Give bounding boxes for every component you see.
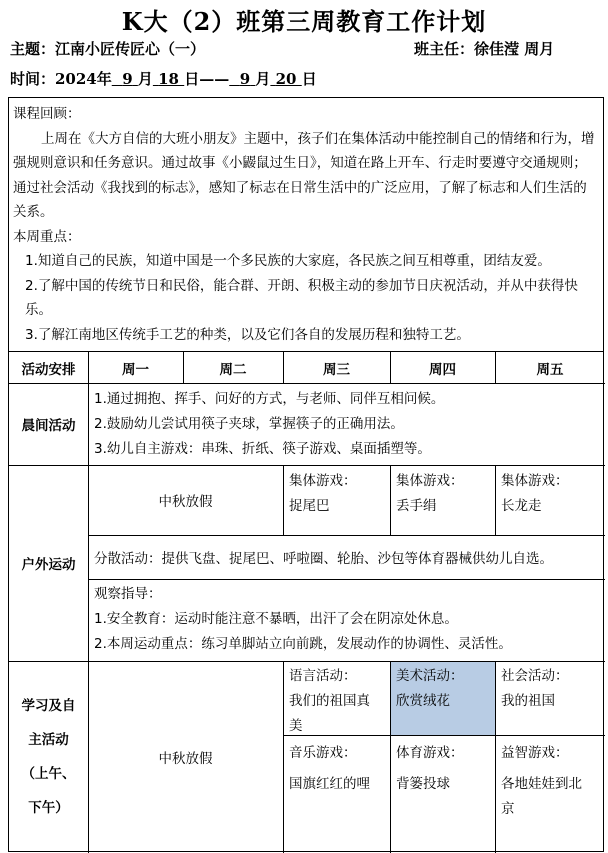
- outdoor-game-wed-head: 集体游戏：: [289, 473, 357, 489]
- review-section: [9, 98, 603, 352]
- time-day-start: 18: [158, 70, 179, 88]
- study-thu-am-line-1: 欣赏绒花: [396, 693, 450, 709]
- study-fri-am-line-1: 我的祖国: [501, 693, 555, 709]
- time-month-end: 9: [239, 70, 251, 88]
- schedule-header: 活动安排: [21, 361, 76, 378]
- review-paragraph: 上周在《大方自信的大班小朋友》主题中，孩子们在集体活动中能控制自己的情绪和行为，增强规则意识和任务意识。通过故事《小鼹鼠过生日》，知道在路上开车、行走时要遵守交通规则；通过社会活动《我找到的标志》，感知了标志在日常生活中的广泛应用，了解了标志和人们生活的关系。: [13, 130, 595, 220]
- grid-line: [9, 465, 605, 466]
- study-thu-pm: [390, 735, 495, 853]
- time-day-suffix-2: 日: [301, 70, 317, 88]
- observe-heading: 观察指导：: [94, 586, 162, 602]
- study-wed-am-line-2: 美: [289, 718, 303, 734]
- grid-line: [88, 535, 605, 536]
- review-heading: 课程回顾：: [13, 106, 81, 122]
- day-wednesday: 周三: [323, 361, 350, 378]
- study-thu-am: [390, 661, 495, 735]
- study-thu-am-head: 美术活动：: [396, 668, 464, 684]
- study-wed-am-line-1: 我们的祖国真: [289, 693, 370, 709]
- focus-item-1: 1.知道自己的民族，知道中国是一个多民族的大家庭，各民族之间互相尊重，团结友爱。: [25, 253, 551, 269]
- morning-item-3: 3.幼儿自主游戏：串珠、折纸、筷子游戏、桌面插塑等。: [94, 441, 431, 457]
- study-label-line-1: 学习及自: [21, 698, 76, 714]
- study-thu-pm-line-1: 背篓投球: [396, 776, 450, 792]
- study-fri-pm-line-2: 京: [501, 801, 515, 817]
- morning-item-2: 2.鼓励幼儿尝试用筷子夹球，掌握筷子的正确用法。: [94, 416, 404, 432]
- study-label-line-3: （上午、: [21, 766, 76, 782]
- grid-line: [283, 465, 284, 535]
- study-wed-am: [283, 661, 390, 735]
- grid-line: [495, 465, 496, 535]
- time-day-suffix: 日——: [184, 70, 230, 88]
- grid-line: [495, 352, 496, 383]
- study-label: [9, 661, 88, 853]
- grid-line: [283, 661, 284, 853]
- page-title: K大（2）班第三周教育工作计划: [121, 7, 487, 36]
- grid-line: [9, 661, 605, 662]
- study-label-line-2: 主活动: [28, 732, 69, 748]
- morning-item-1: 1.通过拥抱、挥手、问好的方式，与老师、同伴互相问候。: [94, 391, 445, 407]
- study-fri-am: [495, 661, 605, 735]
- day-monday: 周一: [122, 361, 149, 378]
- plan-table: [8, 97, 604, 852]
- time-line: [10, 68, 317, 89]
- study-wed-am-head: 语言活动：: [289, 668, 357, 684]
- day-friday: 周五: [536, 361, 564, 378]
- grid-line: [183, 352, 184, 383]
- focus-item-3: 3.了解江南地区传统手工艺的种类，以及它们各自的发展历程和独特工艺。: [25, 326, 470, 343]
- focus-item-2: 2.了解中国的传统节日和民俗，能合群、开朗、积极主动的参加节日庆祝活动，并从中获得快乐。: [25, 277, 578, 318]
- grid-line: [390, 352, 391, 383]
- study-fri-pm-head: 益智游戏：: [501, 745, 569, 761]
- focus-heading: 本周重点：: [13, 228, 81, 245]
- study-fri-pm-line-1: 各地娃娃到北: [501, 776, 582, 792]
- grid-line: [283, 735, 605, 736]
- grid-line: [88, 352, 89, 853]
- morning-items: [88, 387, 603, 462]
- outdoor-game-fri-name: 长龙走: [501, 498, 542, 514]
- outdoor-game-fri: [495, 469, 605, 519]
- study-thu-pm-head: 体育游戏：: [396, 745, 464, 761]
- morning-label: 晨间活动: [21, 418, 76, 434]
- day-tuesday: 周二: [219, 361, 247, 378]
- study-wed-pm-head: 音乐游戏：: [289, 745, 357, 761]
- observe-item-2: 2.本周运动重点：练习单脚站立向前跳，发展动作的协调性、灵活性。: [94, 636, 512, 652]
- outdoor-label: 户外运动: [21, 557, 76, 573]
- day-thursday: 周四: [429, 361, 456, 378]
- outdoor-game-fri-head: 集体游戏：: [501, 473, 569, 489]
- time-month-suffix: 月: [137, 70, 153, 88]
- outdoor-game-thu-name: 丢手绢: [396, 498, 437, 514]
- grid-line: [88, 579, 605, 580]
- time-day-end: 20: [275, 70, 297, 88]
- time-month-suffix-2: 月: [255, 70, 271, 88]
- outdoor-game-thu-head: 集体游戏：: [396, 473, 464, 489]
- time-prefix: 时间：2024年: [10, 70, 112, 88]
- study-wed-pm: [283, 735, 390, 853]
- study-label-line-4: 下午）: [28, 800, 69, 816]
- time-month-start: 9: [122, 70, 133, 88]
- study-fri-am-head: 社会活动：: [501, 668, 569, 684]
- outdoor-game-thu: [390, 469, 495, 519]
- study-holiday: 中秋放假: [158, 751, 213, 767]
- outdoor-game-wed-name: 捉尾巴: [289, 498, 330, 514]
- grid-line: [390, 661, 391, 853]
- observe-item-1: 1.安全教育：运动时能注意不暴晒，出汗了会在阴凉处休息。: [94, 611, 458, 627]
- grid-line: [495, 661, 496, 853]
- study-wed-pm-line-1: 国旗红红的哩: [289, 776, 370, 792]
- study-fri-pm: [495, 735, 605, 853]
- grid-line: [283, 352, 284, 383]
- outdoor-holiday: 中秋放假: [158, 494, 213, 510]
- outdoor-game-wed: [283, 469, 390, 519]
- theme-label: 主题：江南小匠传匠心（一）: [10, 40, 206, 58]
- teacher-label: 班主任：徐佳滢 周月: [414, 40, 555, 58]
- grid-line: [390, 465, 391, 535]
- grid-line: [9, 383, 605, 384]
- outdoor-observe: [88, 582, 605, 657]
- outdoor-scatter: 分散活动：提供飞盘、捉尾巴、呼啦圈、轮胎、沙包等体育器械供幼儿自选。: [94, 551, 553, 567]
